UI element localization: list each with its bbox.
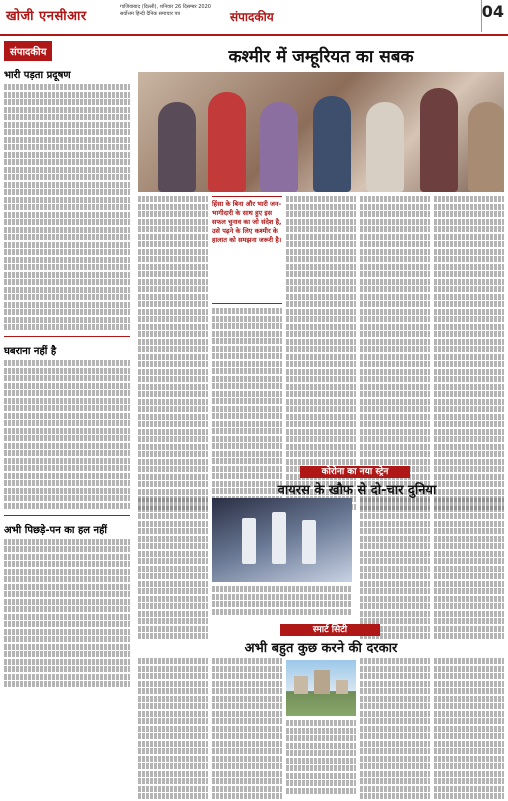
edition-tagline: सर्वोत्तम हिन्दी दैनिक समाचार पत्र bbox=[120, 11, 181, 17]
article-heading-pollution: भारी पड़ता प्रदूषण bbox=[4, 70, 71, 81]
smart-city-photo bbox=[286, 660, 356, 716]
main-article-col2 bbox=[212, 196, 282, 511]
main-article-photo bbox=[138, 72, 504, 192]
corona-headline: वायरस के खौफ से दो-चार दुनिया bbox=[277, 483, 437, 498]
vaccine-photo bbox=[212, 498, 352, 582]
newspaper-logo: खोजी एनसीआर bbox=[6, 9, 87, 24]
main-article-col1 bbox=[138, 196, 208, 511]
smart-city-section-tag: स्मार्ट सिटी bbox=[280, 624, 380, 636]
article-body-pollution bbox=[4, 84, 130, 330]
page-number: 04 bbox=[481, 2, 504, 21]
section-title: संपादकीय bbox=[230, 10, 274, 24]
smart-col3 bbox=[286, 720, 356, 795]
main-headline: कश्मीर में जम्हूरियत का सबक bbox=[228, 47, 414, 67]
article-body-backwardness bbox=[4, 539, 130, 688]
main-article-col4 bbox=[360, 196, 430, 511]
main-article-col3 bbox=[286, 196, 356, 511]
corona-col3 bbox=[360, 498, 430, 641]
edition-meta bbox=[120, 4, 220, 18]
editorial-tag: संपादकीय bbox=[4, 41, 52, 61]
smart-col4 bbox=[360, 658, 430, 801]
pull-quote: हिंसा के बिना और भारी जन-भागीदारी के साथ हुए इस सफल चुनाव का जो संदेश है, उसे पढ़ने के लिए कश्मीर के हालात को समझना जरूरी है। bbox=[212, 196, 282, 304]
corona-section-tag: कोरोना का नया स्ट्रेन bbox=[300, 466, 410, 478]
corona-col1 bbox=[138, 498, 208, 641]
article-heading-backwardness: अभी पिछड़े-पन का हल नहीं bbox=[4, 524, 108, 536]
smart-col2 bbox=[212, 658, 282, 801]
article-heading-dont-panic: घबराना नहीं है bbox=[4, 346, 57, 357]
corona-col2 bbox=[212, 586, 352, 616]
edition-date: गाजियाबाद (दिल्ली), शनिवार 26 दिसम्बर 2020 bbox=[120, 4, 211, 10]
masthead bbox=[0, 0, 508, 36]
corona-col4 bbox=[434, 498, 504, 641]
smart-col1 bbox=[138, 658, 208, 801]
main-article-col5 bbox=[434, 196, 504, 511]
article-body-dont-panic bbox=[4, 360, 130, 509]
left-column bbox=[4, 40, 130, 796]
smart-col5 bbox=[434, 658, 504, 801]
smart-city-headline: अभी बहुत कुछ करने की दरकार bbox=[244, 641, 398, 656]
